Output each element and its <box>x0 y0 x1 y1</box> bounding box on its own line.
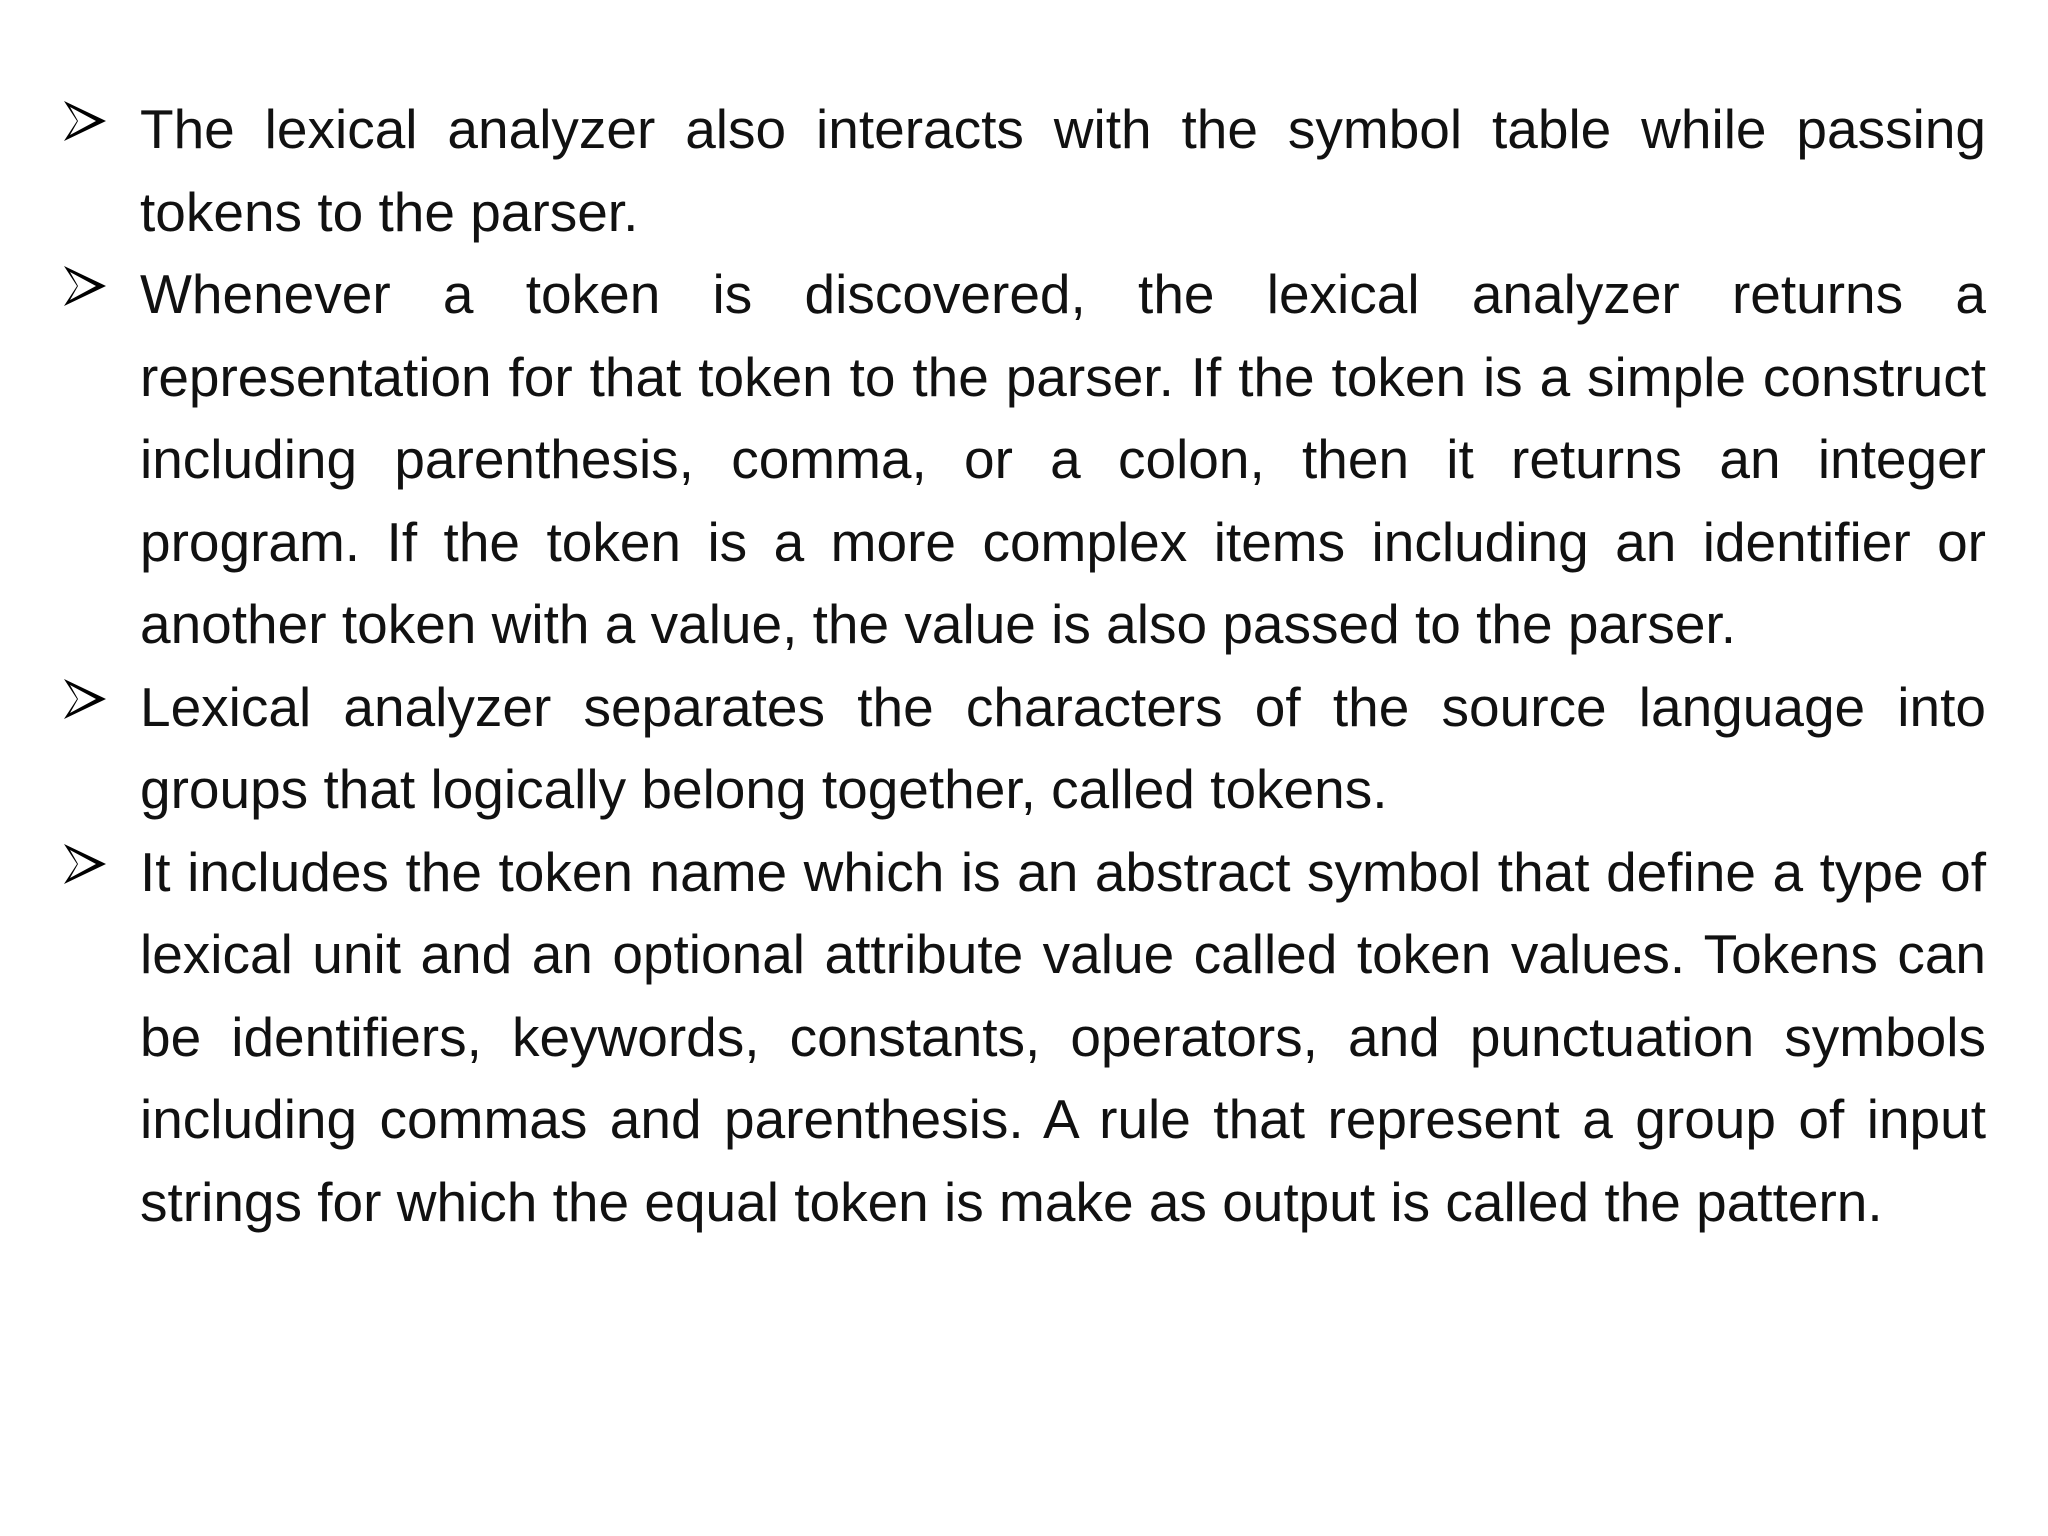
bullet-item-1 <box>62 88 1986 253</box>
bullet-text-3: Lexical analyzer separates the characters of the source language into groups that logically belong together, called tokens. <box>140 675 1986 820</box>
arrowhead-bullet-icon <box>62 676 108 722</box>
bullet-item-3 <box>62 666 1986 831</box>
arrowhead-bullet-icon <box>62 263 108 309</box>
bullet-item-4 <box>62 831 1986 1244</box>
arrowhead-bullet-icon <box>62 841 108 887</box>
arrowhead-bullet-icon <box>62 98 108 144</box>
bullet-item-2 <box>62 253 1986 666</box>
bullet-text-2: Whenever a token is discovered, the lexical analyzer returns a representation for that token to the parser. If the token is a simple construct including parenthesis, comma, or a colon, then it returns an integer program. If the token is a more complex items including an identifier or another token with a value, the value is also passed to the parser. <box>140 263 1986 655</box>
bullet-text-1: The lexical analyzer also interacts with the symbol table while passing tokens to the parser. <box>140 98 1986 243</box>
bullet-text-4: It includes the token name which is an abstract symbol that define a type of lexical unit and an optional attribute value called token values. Tokens can be identifiers, keywords, constants, operators, and punctuation symbols including commas and parenthesis. A rule that represent a group of input strings for which the equal token is make as output is called the pattern. <box>140 840 1986 1233</box>
bullet-list <box>62 88 1986 1243</box>
